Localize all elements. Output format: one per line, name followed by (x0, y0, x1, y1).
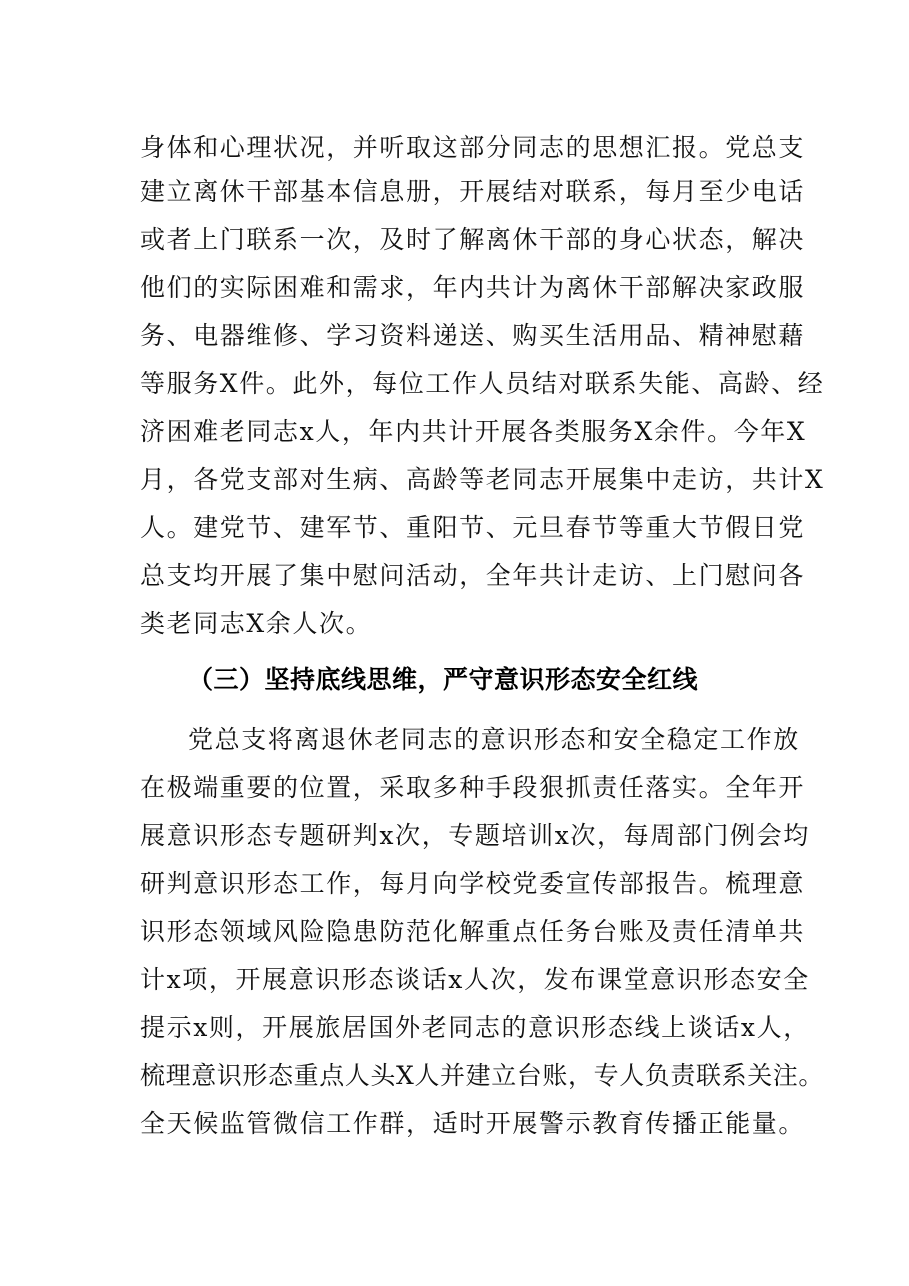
paragraph-2-line-6: 计x项，开展意识形态谈话x人次，发布课堂意识形态安全 (140, 965, 810, 994)
paragraph-2-line-5: 识形态领域风险隐患防范化解重点任务台账及责任清单共 (140, 917, 806, 946)
paragraph-1-line-1: 身体和心理状况，并听取这部分同志的思想汇报。党总支 (140, 133, 806, 162)
paragraph-1-line-6: 等服务X件。此外，每位工作人员结对联系失能、高龄、经 (140, 369, 825, 398)
paragraph-2-line-3: 展意识形态专题研判x次，专题培训x次，每周部门例会均 (140, 821, 810, 850)
paragraph-1-line-9: 人。建党节、建军节、重阳节、元旦春节等重大节假日党 (140, 513, 806, 542)
section-heading: （三）坚持底线思维，严守意识形态安全红线 (188, 665, 699, 694)
paragraph-1-line-7: 济困难老同志x人，年内共计开展各类服务X余件。今年X (140, 417, 807, 446)
paragraph-1-line-10: 总支均开展了集中慰问活动，全年共计走访、上门慰问各 (140, 561, 806, 590)
paragraph-1-line-3: 或者上门联系一次，及时了解离休干部的身心状态，解决 (140, 225, 806, 254)
paragraph-2-line-8: 梳理意识形态重点人头X人并建立台账，专人负责联系关注。 (140, 1061, 824, 1090)
paragraph-1-line-8: 月，各党支部对生病、高龄等老同志开展集中走访，共计X (140, 465, 825, 494)
paragraph-2-line-9: 全天候监管微信工作群，适时开展警示教育传播正能量。 (140, 1109, 806, 1138)
paragraph-1-line-5: 务、电器维修、学习资料递送、购买生活用品、精神慰藉 (140, 321, 806, 350)
paragraph-2-line-1: 党总支将离退休老同志的意识形态和安全稳定工作放 (188, 725, 800, 754)
paragraph-1-line-11: 类老同志X余人次。 (140, 609, 373, 638)
paragraph-2-line-4: 研判意识形态工作，每月向学校党委宣传部报告。梳理意 (140, 869, 806, 898)
paragraph-2-line-7: 提示x则，开展旅居国外老同志的意识形态线上谈话x人， (140, 1013, 810, 1042)
paragraph-2-line-2: 在极端重要的位置，采取多种手段狠抓责任落实。全年开 (140, 773, 806, 802)
paragraph-1-line-4: 他们的实际困难和需求，年内共计为离休干部解决家政服 (140, 273, 806, 302)
paragraph-1-line-2: 建立离休干部基本信息册，开展结对联系，每月至少电话 (140, 177, 806, 206)
